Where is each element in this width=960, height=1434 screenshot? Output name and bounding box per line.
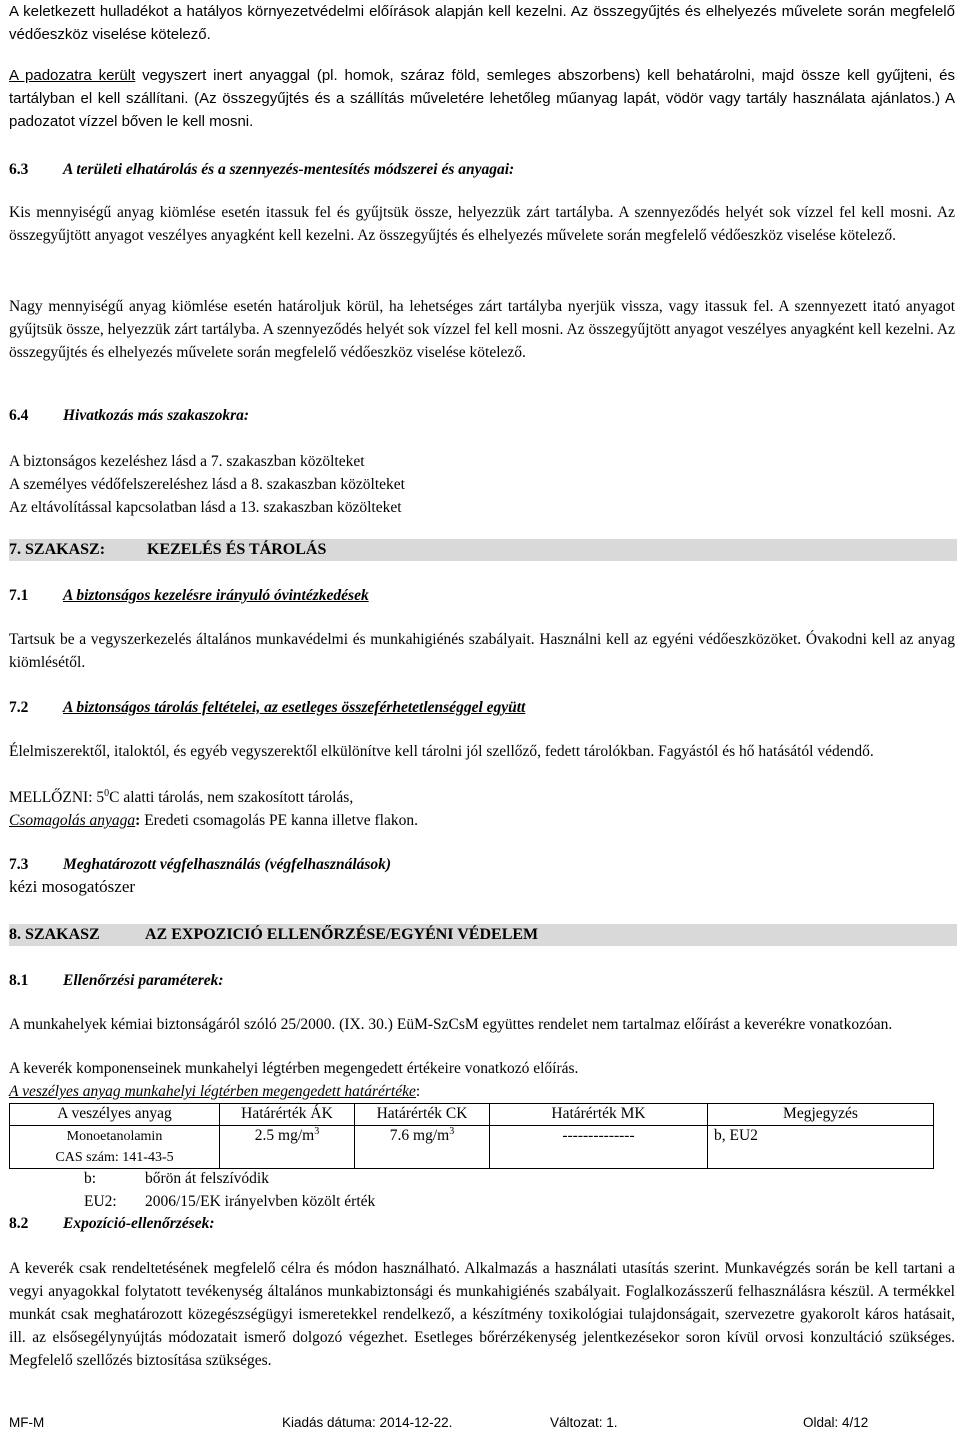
caption-colon: :	[415, 1083, 421, 1100]
section-title: Ellenőrzési paraméterek:	[63, 972, 224, 989]
section-8-1-paragraph-2: A keverék komponenseinek munkahelyi légtérben megengedett értékeire vonatkozó előírás.	[9, 1060, 579, 1077]
section-number: 7.2	[9, 699, 29, 716]
section-7-2-paragraph: Élelmiszerektől, italoktól, és egyéb vegyszerektől elkülönítve kell tárolni jól szellőző, fedett tárolókban. Fagyástól és hő hatásától védendő.	[9, 743, 874, 760]
packaging-label: Csomagolás anyaga	[9, 812, 136, 829]
avoid-superscript: 0	[104, 788, 110, 799]
packaging-line	[9, 810, 418, 832]
section-number: 8.2	[9, 1215, 29, 1232]
packaging-value: Eredeti csomagolás PE kanna illetve flakon.	[140, 812, 418, 829]
exposure-limit-table	[9, 1103, 934, 1169]
section-number: 6.3	[9, 161, 29, 178]
ak-cell	[220, 1126, 355, 1169]
footer-issue-date: Kiadás dátuma: 2014-12-22.	[282, 1415, 453, 1430]
mk-cell: --------------	[490, 1126, 708, 1169]
substance-name: Monoetanolamin	[66, 1129, 163, 1144]
table-header-cell: Határérték MK	[490, 1104, 708, 1126]
section-title: A biztonságos kezelésre irányuló óvintézkedések	[63, 587, 369, 604]
section-title: Expozíció-ellenőrzések:	[63, 1215, 215, 1232]
end-use-value: kézi mosogatószer	[9, 877, 136, 896]
avoid-text-rest: C alatti tárolás, nem szakosított tárolás,	[109, 789, 354, 806]
section-heading-number: 7. SZAKASZ:	[9, 541, 106, 558]
substance-cas: CAS szám: 141-43-5	[55, 1150, 174, 1165]
ak-unit-exponent: 3	[314, 1126, 320, 1137]
section-8-2-heading	[9, 1213, 215, 1235]
packaging-colon: :	[135, 812, 141, 829]
intro-paragraph-2-text: vegyszert inert anyaggal (pl. homok, száraz föld, semleges abszorbens) kell behatárolni, majd össze kell gyűjteni, és tartályban el kell szállítani. (Az összegyűjtés és a szállítás műveletére lehetőleg műanyag lapát, vödör vagy tartály használata ajánlatos.) A padozatot vízzel bőven le kell mosni.	[9, 67, 955, 130]
reference-line-1: A biztonságos kezeléshez lásd a 7. szakaszban közölteket	[9, 453, 365, 470]
limit-table-caption	[9, 1081, 420, 1103]
intro-underlined-lead: A padozatra került	[9, 67, 136, 84]
ck-unit-exponent: 3	[449, 1126, 455, 1137]
legend-value: 2006/15/EK irányelvben közölt érték	[145, 1193, 376, 1210]
section-8-1-heading	[9, 970, 224, 992]
legend-key: EU2:	[84, 1193, 117, 1210]
section-7-heading	[9, 539, 957, 561]
section-title: A területi elhatárolás és a szennyezés-mentesítés módszerei és anyagai:	[63, 161, 515, 178]
section-7-2-heading	[9, 697, 525, 719]
table-header-cell: Megjegyzés	[708, 1104, 934, 1126]
intro-paragraph-1: A keletkezett hulladékot a hatályos környezetvédelmi előírások alapján kell kezelni. Az összegyűjtés és elhelyezés művelete során megfelelő védőeszköz viselése kötelező.	[9, 3, 955, 43]
note-cell: b, EU2	[708, 1126, 934, 1169]
section-7-1-heading	[9, 585, 369, 607]
section-number: 6.4	[9, 407, 29, 424]
section-heading-title: KEZELÉS ÉS TÁROLÁS	[147, 541, 327, 558]
avoid-text: MELLŐZNI: 5	[9, 789, 105, 806]
section-title: Hivatkozás más szakaszokra:	[63, 407, 250, 424]
section-8-2-paragraph: A keverék csak rendeltetésének megfelelő célra és módon használható. Alkalmazás a használati utasítás szerint. Munkavégzés során be kell tartani a vegyi anyagokkal folytatott tevékenység általános munkabiztonsági és munkahigiénés szabályait. Foglalkozásszerű felhasználásra készül. A termékkel munkát csak meghatározott közegészségügyi ismeretekkel rendelkező, a készítmény toxikológiai tulajdonságait, szervezetre gyakorolt káros hatásait, ill. az elsősegélynyújtás módozatait ismerő dolgozó végezhet. Esetleges bőrérzékenység jelentkezésekor soron kívül orvosi konzultáció szükséges. Megfelelő szellőzés biztosítása szükséges.	[9, 1260, 955, 1369]
section-8-1-paragraph-1: A munkahelyek kémiai biztonságáról szóló 25/2000. (IX. 30.) EüM-SzCsM együttes rendelet nem tartalmaz előírást a keverékre vonatkozóan.	[9, 1016, 893, 1033]
table-header-cell: A veszélyes anyag	[10, 1104, 220, 1126]
section-8-heading	[9, 924, 957, 946]
section-number: 7.3	[9, 856, 29, 873]
section-heading-title: AZ EXPOZICIÓ ELLENŐRZÉSE/EGYÉNI VÉDELEM	[145, 926, 539, 943]
section-title: Meghatározott végfelhasználás (végfelhasználások)	[63, 856, 392, 873]
footer-document-code: MF-M	[9, 1415, 45, 1430]
intro-paragraph-2	[9, 64, 955, 133]
ck-value: 7.6 mg/m	[389, 1127, 450, 1144]
section-6-4-heading	[9, 405, 249, 427]
reference-line-2: A személyes védőfelszereléshez lásd a 8. szakaszban közölteket	[9, 476, 405, 493]
section-heading-number: 8. SZAKASZ	[9, 926, 100, 943]
storage-avoid-line	[9, 787, 353, 809]
section-6-3-paragraph-2: Nagy mennyiségű anyag kiömlése esetén határoljuk körül, ha lehetséges zárt tartályba nyerjük vissza, vagy itassuk fel. A szennyezett itató anyagot gyűjtsük össze, helyezzük zárt tartályba. A szennyeződés helyét sok vízzel fel kell mosni. Az összegyűjtött anyagot veszélyes anyagként kell kezelni. Az összegyűjtés és elhelyezés művelete során megfelelő védőeszköz viselése kötelező.	[9, 298, 955, 361]
table-header-cell: Határérték CK	[355, 1104, 490, 1126]
table-header-row	[10, 1104, 934, 1126]
footer-version: Változat: 1.	[550, 1415, 618, 1430]
ak-value: 2.5 mg/m	[254, 1127, 315, 1144]
table-header-cell: Határérték ÁK	[220, 1104, 355, 1126]
section-7-1-paragraph: Tartsuk be a vegyszerkezelés általános munkavédelmi és munkahigiénés szabályait. Használni kell az egyéni védőeszközöket. Óvakodni kell az anyag kiömlésétől.	[9, 631, 955, 671]
footer-page-number: Oldal: 4/12	[803, 1415, 869, 1430]
reference-line-3: Az eltávolítással kapcsolatban lásd a 13. szakaszban közölteket	[9, 499, 402, 516]
caption-text: A veszélyes anyag munkahelyi légtérben megengedett határértéke	[9, 1083, 416, 1100]
substance-cell	[10, 1126, 220, 1169]
legend-value: bőrön át felszívódik	[145, 1170, 269, 1187]
table-row	[10, 1126, 934, 1169]
section-6-3-heading	[9, 159, 514, 181]
section-number: 8.1	[9, 972, 29, 989]
legend-key: b:	[84, 1170, 97, 1187]
section-6-3-paragraph-1: Kis mennyiségű anyag kiömlése esetén itassuk fel és gyűjtsük össze, helyezzük zárt tartályba. A szennyeződés helyét sok vízzel fel kell mosni. Az összegyűjtött anyagot veszélyes anyagként kell kezelni. Az összegyűjtés és elhelyezés művelete során megfelelő védőeszköz viselése kötelező.	[9, 204, 955, 244]
ck-cell	[355, 1126, 490, 1169]
section-number: 7.1	[9, 587, 29, 604]
section-7-3-heading	[9, 854, 391, 876]
section-title: A biztonságos tárolás feltételei, az esetleges összeférhetetlenséggel együtt	[63, 699, 526, 716]
